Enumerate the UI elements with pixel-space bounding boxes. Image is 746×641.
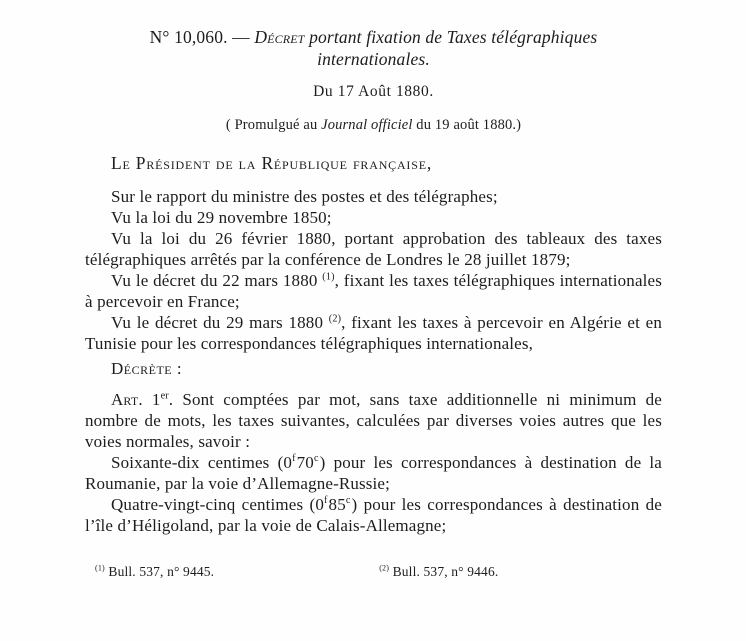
footnote-2-text: Bull. 537, n° 9446. (392, 564, 499, 579)
tax-heligoland-after: ) pour les correspondances à destination de l’île d’Héligoland, par la voie de Calais-Allemagne; (85, 495, 662, 535)
footnote-2 (379, 563, 498, 580)
paragraph-loi-1880: Vu la loi du 26 février 1880, portant approbation des tableaux des taxes télégraphiques arrêtés par la conférence de Londres le 28 juillet 1879; (85, 229, 662, 269)
decret-22-mars-text: Vu le décret du 22 mars 1880 (111, 271, 323, 290)
decret-29-mars-text-after: , fixant les taxes à percevoir en Algérie et en Tunisie pour les correspondances télégraphiques internationales, (85, 313, 662, 353)
paragraph-rapport: Sur le rapport du ministre des postes et des télégraphes; (111, 187, 498, 206)
paragraph-article-1 (85, 389, 662, 452)
footnote-2-marker: (2) (379, 563, 390, 573)
footnote-marker-2: (2) (328, 313, 342, 325)
salutation-line: Le Président de la République française, (111, 153, 433, 173)
decret-29-mars-text: Vu le décret du 29 mars 1880 (111, 313, 329, 332)
tax-heligoland-amount: 85 (328, 495, 346, 514)
promulgation-suffix: du 19 août 1880.) (412, 117, 522, 133)
footnote-1 (95, 563, 214, 580)
centime-superscript: c (313, 453, 319, 465)
paragraph-decret-22-mars (85, 270, 662, 312)
decree-number: N° 10,060. (149, 27, 228, 47)
heading-line-2: internationales. (317, 49, 430, 69)
promulgation-prefix: ( Promulgué au (225, 117, 322, 133)
decree-word: Décret (254, 27, 305, 47)
decree-date: Du 17 Août 1880. (313, 83, 434, 100)
tax-roumanie-before: Soixante-dix centimes (0 (111, 453, 293, 472)
footnote-1-text: Bull. 537, n° 9445. (108, 564, 215, 579)
franc-superscript: f (292, 453, 296, 465)
decret-22-mars-text-after: , fixant les taxes télégraphiques internationales à percevoir en France; (85, 271, 662, 311)
document-heading (85, 26, 662, 70)
decrete-line: Décrète : (111, 359, 183, 378)
franc-superscript: f (324, 495, 328, 507)
decree-title-rest: portant fixation de Taxes télégraphiques (309, 27, 598, 47)
paragraph-tax-roumanie (85, 452, 662, 494)
paragraph-tax-heligoland (85, 494, 662, 536)
tax-roumanie-after: ) pour les correspondances à destination de la Roumanie, par la voie d’Allemagne-Russie; (85, 453, 662, 493)
tax-heligoland-before: Quatre-vingt-cinq centimes (0 (111, 495, 324, 514)
footnote-1-marker: (1) (95, 563, 105, 573)
promulgation-line (85, 115, 662, 136)
footnotes-area (85, 563, 662, 580)
journal-officiel-name: Journal officiel (321, 117, 413, 133)
heading-dash: — (232, 27, 250, 47)
tax-roumanie-amount: 70 (296, 453, 314, 472)
article-1-label: Art. 1 (111, 390, 161, 409)
footnote-marker-1: (1) (322, 271, 335, 283)
paragraph-loi-1850: Vu la loi du 29 novembre 1850; (111, 208, 332, 227)
heading-line-1 (85, 26, 662, 48)
article-1-ordinal: er (160, 390, 169, 402)
article-1-text: . Sont comptées par mot, sans taxe additionnelle ni minimum de nombre de mots, les taxes suivantes, calculées par diverses voies autres que les voies normales, savoir : (85, 390, 662, 451)
paragraph-decret-29-mars (85, 312, 662, 354)
centime-superscript: c (345, 495, 351, 507)
